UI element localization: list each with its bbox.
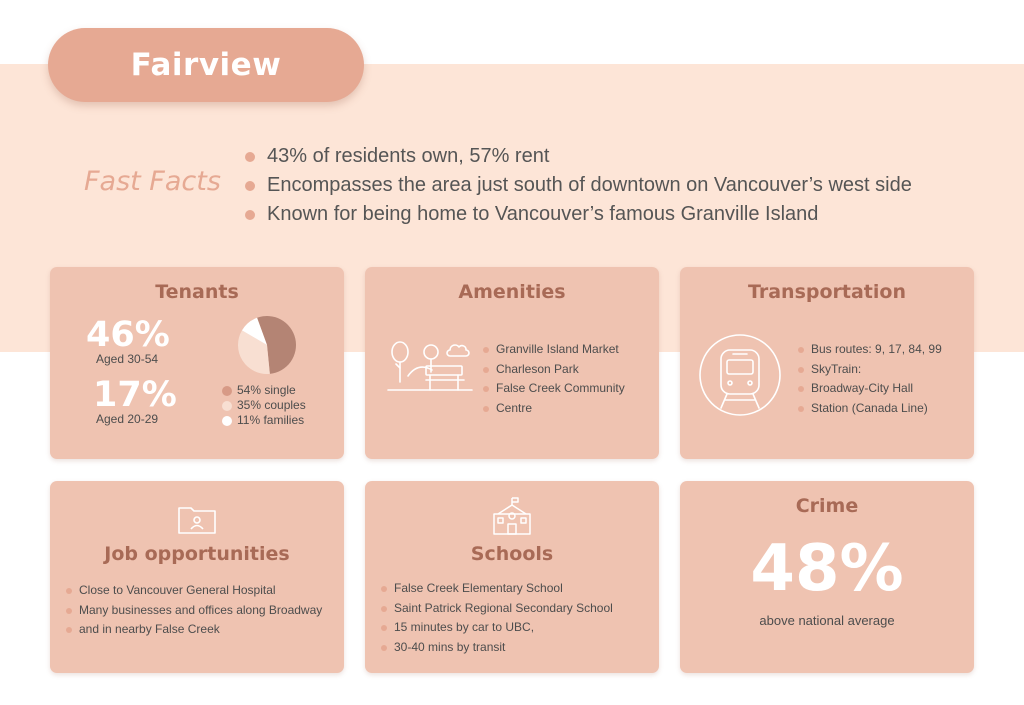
list-item: SkyTrain:	[798, 360, 942, 380]
legend-label: 35% couples	[237, 398, 306, 412]
list-item: Granville Island Market	[483, 340, 625, 360]
legend-label: 11% families	[237, 413, 305, 427]
list-item: 15 minutes by car to UBC,	[381, 618, 613, 638]
transportation-title: Transportation	[747, 281, 906, 303]
jobs-title: Job opportunities	[104, 543, 290, 565]
fast-facts-list	[243, 142, 912, 229]
legend-swatch	[222, 386, 232, 396]
job-folder-icon	[177, 503, 217, 535]
tenants-title: Tenants	[155, 281, 239, 303]
list-item-continuation: Broadway-City Hall	[798, 379, 942, 399]
list-item: Close to Vancouver General Hospital	[66, 581, 322, 601]
list-item-continuation: Station (Canada Line)	[798, 399, 942, 419]
tenants-legend	[222, 383, 306, 428]
list-item: False Creek Community	[483, 379, 625, 399]
list-item: Many businesses and offices along Broadway	[66, 601, 322, 621]
tenants-pie-chart	[236, 314, 298, 376]
legend-swatch	[222, 416, 232, 426]
train-icon	[697, 332, 783, 418]
list-item: False Creek Elementary School	[381, 579, 613, 599]
schools-title: Schools	[470, 543, 554, 565]
jobs-list	[66, 581, 322, 640]
school-building-icon	[490, 496, 534, 536]
amenities-title: Amenities	[458, 281, 566, 303]
list-item: Bus routes: 9, 17, 84, 99	[798, 340, 942, 360]
legend-label: 54% single	[237, 383, 296, 397]
tenants-stat-label: Aged 20-29	[96, 412, 159, 426]
tenants-stat-value: 46%	[86, 315, 170, 355]
schools-list	[381, 579, 613, 657]
list-item-continuation: and in nearby False Creek	[66, 620, 322, 640]
list-item: Saint Patrick Regional Secondary School	[381, 599, 613, 619]
park-icon	[386, 336, 476, 396]
list-item-continuation: Centre	[483, 399, 625, 419]
fast-fact-item: Known for being home to Vancouver’s famous Granville Island	[243, 200, 912, 229]
page-title: Fairview	[48, 28, 364, 102]
fast-fact-item: Encompasses the area just south of downtown on Vancouver’s west side	[243, 171, 912, 200]
list-item: Charleson Park	[483, 360, 625, 380]
legend-item	[222, 413, 306, 428]
amenities-list	[483, 340, 625, 418]
transportation-list	[798, 340, 942, 418]
crime-title: Crime	[795, 495, 859, 517]
legend-item	[222, 398, 306, 413]
list-item-continuation: 30-40 mins by transit	[381, 638, 613, 658]
tenants-stat-value: 17%	[93, 375, 177, 415]
fast-facts-label: Fast Facts	[84, 166, 221, 197]
crime-value: 48%	[750, 532, 904, 606]
legend-swatch	[222, 401, 232, 411]
tenants-stat-label: Aged 30-54	[96, 352, 159, 366]
crime-label: above national average	[759, 613, 895, 628]
legend-item	[222, 383, 306, 398]
fast-fact-item: 43% of residents own, 57% rent	[243, 142, 912, 171]
